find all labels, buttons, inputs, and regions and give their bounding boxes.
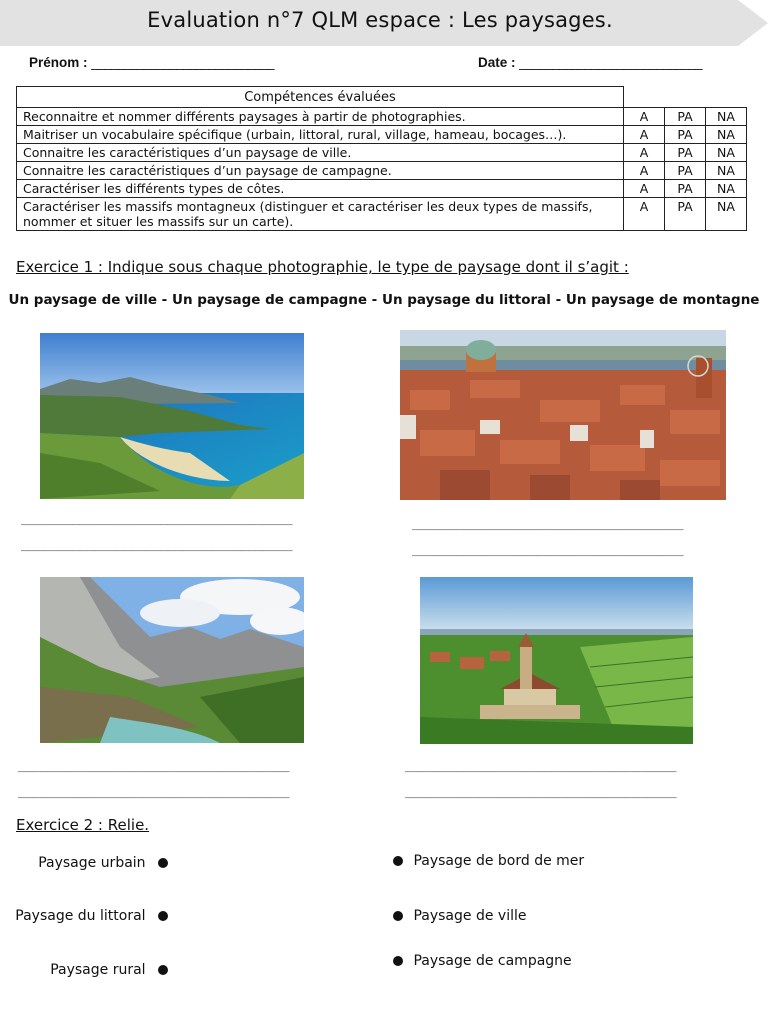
answer-line[interactable]: _____________________________________	[18, 784, 290, 799]
match-right-item[interactable]	[393, 853, 584, 869]
table-row	[17, 180, 747, 198]
level-a[interactable]: A	[624, 144, 665, 162]
table-row	[17, 108, 747, 126]
level-pa[interactable]: PA	[665, 126, 706, 144]
level-a[interactable]: A	[624, 198, 665, 231]
photo-littoral	[40, 333, 304, 499]
date-field	[478, 55, 702, 70]
level-a[interactable]: A	[624, 162, 665, 180]
level-na[interactable]: NA	[706, 108, 747, 126]
answer-line[interactable]: _____________________________________	[21, 511, 293, 526]
match-left-item[interactable]	[0, 908, 168, 924]
photo-campagne	[420, 577, 693, 744]
match-left-item[interactable]	[0, 855, 168, 871]
match-dot[interactable]	[393, 956, 403, 966]
prenom-field	[29, 55, 274, 70]
match-dot[interactable]	[158, 911, 168, 921]
competences-table	[16, 86, 747, 231]
answer-line[interactable]: _____________________________________	[405, 758, 677, 773]
date-label: Date :	[478, 55, 516, 70]
competence-text: Connaitre les caractéristiques d’un paysage de campagne.	[17, 162, 624, 180]
prenom-label: Prénom :	[29, 55, 88, 70]
exercise2-title: Exercice 2 : Relie.	[16, 816, 150, 834]
match-dot[interactable]	[158, 858, 168, 868]
competence-text: Caractériser les différents types de côtes.	[17, 180, 624, 198]
level-na[interactable]: NA	[706, 198, 747, 231]
answer-line[interactable]: _____________________________________	[405, 784, 677, 799]
photo-ville	[400, 330, 726, 500]
competence-text: Maitriser un vocabulaire spécifique (urbain, littoral, rural, village, hameau, bocages…).	[17, 126, 624, 144]
level-na[interactable]: NA	[706, 180, 747, 198]
level-pa[interactable]: PA	[665, 180, 706, 198]
photo-montagne	[40, 577, 304, 743]
match-left-label: Paysage du littoral	[15, 908, 146, 924]
table-row	[17, 198, 747, 231]
title-banner	[0, 0, 768, 46]
level-a[interactable]: A	[624, 108, 665, 126]
match-right-label: Paysage de bord de mer	[413, 853, 585, 869]
level-a[interactable]: A	[624, 180, 665, 198]
level-na[interactable]: NA	[706, 126, 747, 144]
level-pa[interactable]: PA	[665, 198, 706, 231]
match-left-label: Paysage rural	[50, 962, 146, 978]
match-right-label: Paysage de campagne	[413, 953, 572, 969]
table-row	[17, 126, 747, 144]
level-pa[interactable]: PA	[665, 144, 706, 162]
answer-line[interactable]: _____________________________________	[18, 758, 290, 773]
level-pa[interactable]: PA	[665, 162, 706, 180]
prenom-blank[interactable]: ____________________________	[91, 55, 274, 70]
date-blank[interactable]: ____________________________	[519, 55, 702, 70]
match-right-item[interactable]	[393, 908, 526, 924]
answer-line[interactable]: _____________________________________	[21, 537, 293, 552]
match-left-item[interactable]	[0, 962, 168, 978]
match-dot[interactable]	[393, 856, 403, 866]
match-dot[interactable]	[393, 911, 403, 921]
level-a[interactable]: A	[624, 126, 665, 144]
exercise1-title: Exercice 1 : Indique sous chaque photographie, le type de paysage dont il s’agit :	[16, 258, 629, 276]
match-right-label: Paysage de ville	[413, 908, 527, 924]
competence-text: Reconnaitre et nommer différents paysages à partir de photographies.	[17, 108, 624, 126]
match-right-item[interactable]	[393, 953, 572, 969]
answer-line[interactable]: _____________________________________	[412, 542, 684, 557]
page-title: Evaluation n°7 QLM espace : Les paysages.	[147, 8, 613, 32]
exercise1-choices: Un paysage de ville - Un paysage de campagne - Un paysage du littoral - Un paysage de montagne	[8, 292, 760, 308]
competences-heading: Compétences évaluées	[17, 87, 624, 108]
answer-line[interactable]: _____________________________________	[412, 516, 684, 531]
table-row	[17, 162, 747, 180]
level-na[interactable]: NA	[706, 162, 747, 180]
competence-text: Connaitre les caractéristiques d’un paysage de ville.	[17, 144, 624, 162]
level-na[interactable]: NA	[706, 144, 747, 162]
match-left-label: Paysage urbain	[38, 855, 146, 871]
table-row	[17, 144, 747, 162]
level-pa[interactable]: PA	[665, 108, 706, 126]
competence-text: Caractériser les massifs montagneux (distinguer et caractériser les deux types de massifs, nommer et situer les massifs sur un carte).	[17, 198, 624, 231]
match-dot[interactable]	[158, 965, 168, 975]
